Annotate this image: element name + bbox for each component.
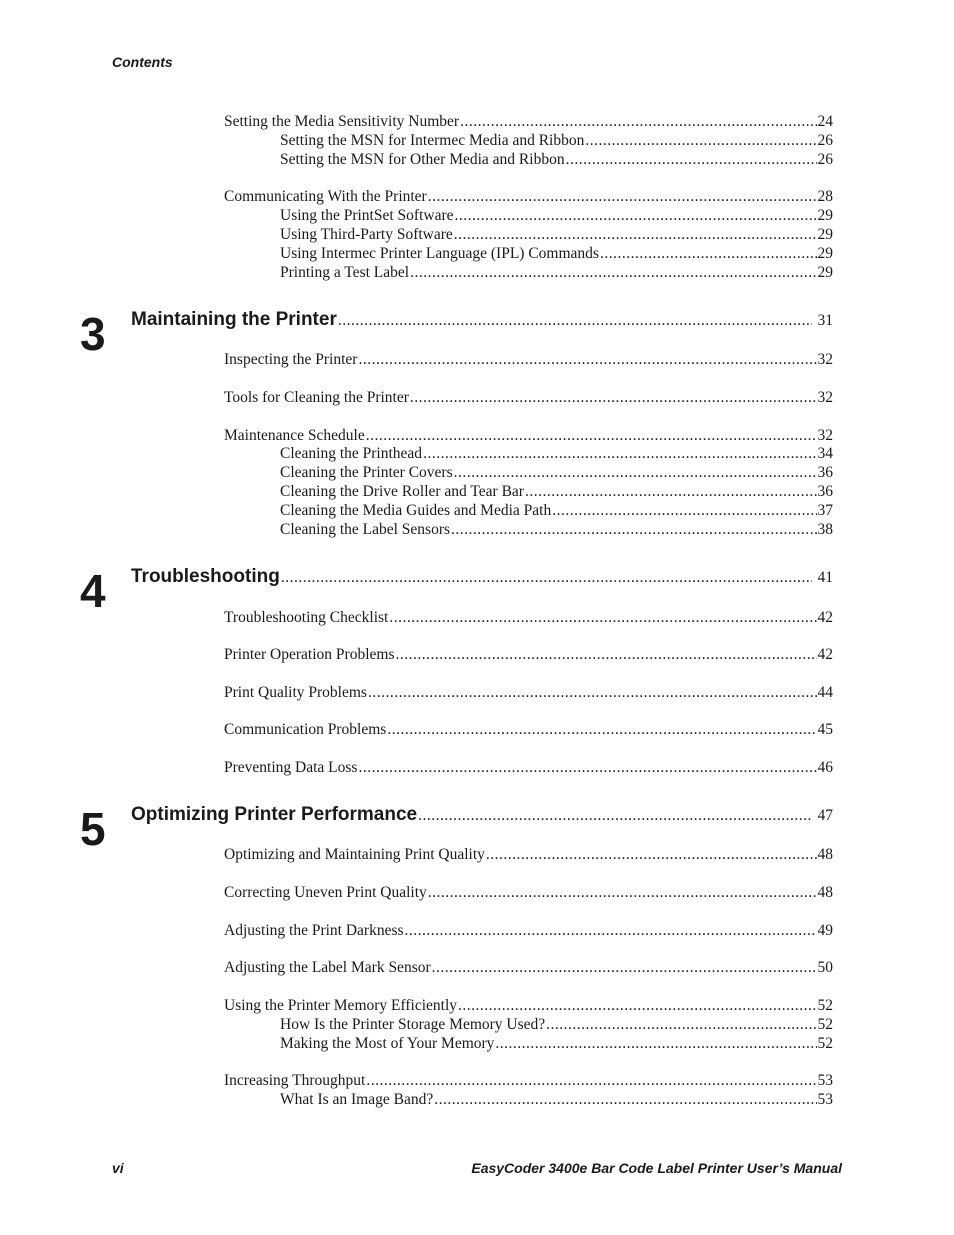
chapter-entry[interactable]: Optimizing Printer Performance ..... 47 — [131, 803, 833, 828]
leader-dots — [368, 683, 817, 702]
leader-dots — [387, 720, 816, 739]
toc-entry[interactable]: Optimizing and Maintaining Print Quality ..... 48 — [224, 845, 833, 864]
leader-dots — [418, 804, 811, 828]
chapter-entry[interactable]: Troubleshooting ..... 41 — [131, 565, 833, 590]
toc-entry[interactable]: Setting the Media Sensitivity Number ..... 24 — [224, 112, 833, 131]
leader-dots — [600, 244, 817, 263]
toc-entry[interactable]: Adjusting the Print Darkness ..... 49 — [224, 921, 833, 940]
chapter-number: 3 — [80, 308, 106, 360]
leader-dots — [358, 758, 816, 777]
toc-subentry[interactable]: What Is an Image Band? ..... 53 — [280, 1090, 833, 1109]
chapter-number: 4 — [80, 565, 106, 617]
leader-dots — [281, 566, 812, 590]
leader-dots — [460, 112, 816, 131]
leader-dots — [423, 444, 816, 463]
leader-dots — [454, 463, 817, 482]
leader-dots — [366, 1071, 816, 1090]
leader-dots — [410, 388, 817, 407]
leader-dots — [366, 426, 817, 445]
leader-dots — [358, 350, 816, 369]
toc-entry[interactable]: Adjusting the Label Mark Sensor ..... 50 — [224, 958, 833, 977]
toc-subentry[interactable]: Printing a Test Label ..... 29 — [280, 263, 833, 282]
toc-entry[interactable]: Correcting Uneven Print Quality ..... 48 — [224, 883, 833, 902]
leader-dots — [525, 482, 817, 501]
leader-dots — [395, 645, 816, 664]
toc-subentry[interactable]: How Is the Printer Storage Memory Used? ..... 52 — [280, 1015, 833, 1034]
toc-entry[interactable]: Printer Operation Problems ..... 42 — [224, 645, 833, 664]
toc-subentry[interactable]: Cleaning the Media Guides and Media Path ..... 37 — [280, 501, 833, 520]
leader-dots — [338, 309, 812, 333]
leader-dots — [552, 501, 816, 520]
leader-dots — [434, 1090, 816, 1109]
toc-subentry[interactable]: Using Third-Party Software ..... 29 — [280, 225, 833, 244]
leader-dots — [486, 845, 817, 864]
chapter-entry[interactable]: Maintaining the Printer ..... 31 — [131, 308, 833, 333]
leader-dots — [389, 608, 816, 627]
manual-title: EasyCoder 3400e Bar Code Label Printer User’s Manual — [471, 1160, 842, 1176]
leader-dots — [566, 150, 817, 169]
leader-dots — [495, 1034, 816, 1053]
leader-dots — [585, 131, 816, 150]
toc-entry[interactable]: Troubleshooting Checklist ..... 42 — [224, 608, 833, 627]
running-header: Contents — [112, 54, 173, 70]
toc-subentry[interactable]: Cleaning the Drive Roller and Tear Bar ..... 36 — [280, 482, 833, 501]
toc-subentry[interactable]: Cleaning the Printer Covers ..... 36 — [280, 463, 833, 482]
chapter-number: 5 — [80, 803, 106, 855]
toc-entry[interactable]: Communicating With the Printer ..... 28 — [224, 187, 833, 206]
toc-entry[interactable]: Inspecting the Printer ..... 32 — [224, 350, 833, 369]
leader-dots — [455, 206, 817, 225]
toc-entry[interactable]: Maintenance Schedule ..... 32 — [224, 426, 833, 445]
leader-dots — [432, 958, 817, 977]
toc-entry[interactable]: Increasing Throughput ..... 53 — [224, 1071, 833, 1090]
page-number: vi — [112, 1160, 124, 1176]
toc-entry[interactable]: Using the Printer Memory Efficiently ..... 52 — [224, 996, 833, 1015]
toc-subentry[interactable]: Making the Most of Your Memory ..... 52 — [280, 1034, 833, 1053]
leader-dots — [410, 263, 816, 282]
toc-subentry[interactable]: Using Intermec Printer Language (IPL) Commands ..... 29 — [280, 244, 833, 263]
leader-dots — [451, 520, 816, 539]
toc-entry[interactable]: Preventing Data Loss ..... 46 — [224, 758, 833, 777]
toc-entry[interactable]: Print Quality Problems ..... 44 — [224, 683, 833, 702]
toc-subentry[interactable]: Cleaning the Printhead ..... 34 — [280, 444, 833, 463]
leader-dots — [458, 996, 816, 1015]
leader-dots — [428, 883, 817, 902]
leader-dots — [454, 225, 817, 244]
toc-subentry[interactable]: Using the PrintSet Software ..... 29 — [280, 206, 833, 225]
toc-entry[interactable]: Communication Problems ..... 45 — [224, 720, 833, 739]
leader-dots — [405, 921, 817, 940]
leader-dots — [428, 187, 817, 206]
toc-subentry[interactable]: Setting the MSN for Intermec Media and Ribbon ..... 26 — [280, 131, 833, 150]
toc-subentry[interactable]: Setting the MSN for Other Media and Ribbon ..... 26 — [280, 150, 833, 169]
toc-entry[interactable]: Tools for Cleaning the Printer ..... 32 — [224, 388, 833, 407]
toc-subentry[interactable]: Cleaning the Label Sensors ..... 38 — [280, 520, 833, 539]
leader-dots — [546, 1015, 816, 1034]
